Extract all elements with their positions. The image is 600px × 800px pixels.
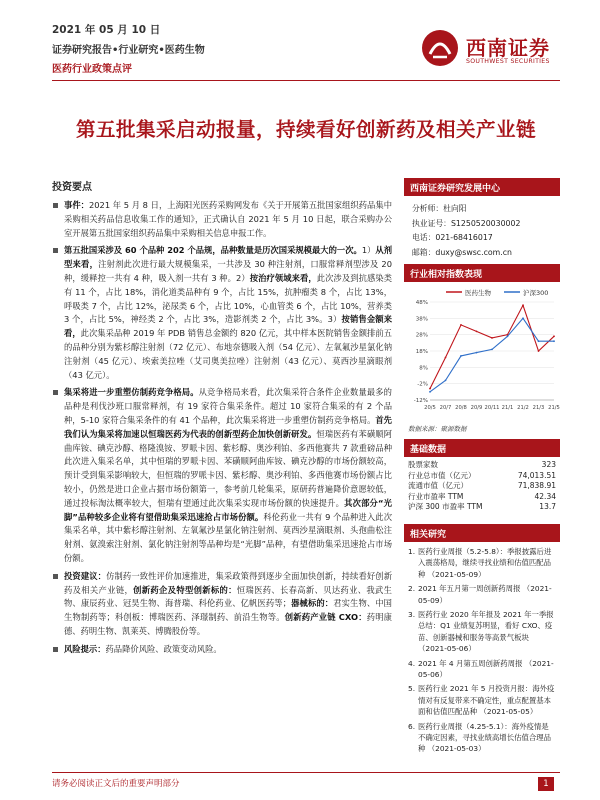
y-tick-label: 28% <box>415 332 428 339</box>
stat-value: 74,013.51 <box>517 470 556 480</box>
perf-chart-svg <box>404 282 560 422</box>
comp-lead: 集采将进一步重塑仿制药竞争格局。 <box>64 387 199 398</box>
x-tick-label: 20/11 <box>484 405 500 411</box>
related-num: 3. <box>408 610 416 619</box>
data-point <box>476 331 478 333</box>
event-text: 2021 年 5 月 8 日，上海阳光医药采购网发布《关于开展第五批国家组织药品集中采购相关药品信息收集工作的通知》，正式确认自 2021 年 5 月 10 日起，联合采购办公室开展第五批国家组织药品集中采购相关信息申报工作。 <box>64 200 392 238</box>
summary-column <box>52 178 392 661</box>
y-tick-label: 48% <box>415 300 428 306</box>
comp-t2: 恒瑞医药有苯磺顺阿曲库铵、碘克沙醇、格隆溴铵、罗哌卡因、紫杉醇、奥沙利铂、多西他赛共 7 款重磅品种此次进入集采名单，其中恒瑞的罗哌卡因、苯磺顺阿曲库铵、碘克沙醇的市场份额较高，预计受到集采影响较大，但恒瑞的罗哌卡因、紫杉醇、奥沙利铂、多西他赛市场份额占比较小，仍然是进口企业占据市场份额第一，参考前几轮集采，原研药普遍降价意愿较低，通过投标淘汰概率较大，恒瑞有望通过此次集采实现市场份额的快速提升。 <box>64 428 392 508</box>
related-item[interactable] <box>408 583 556 606</box>
header-divider <box>52 80 560 81</box>
perf-box-title: 行业相对指数表现 <box>404 264 560 282</box>
stat-label: 流通市值（亿元） <box>408 481 468 491</box>
data-point <box>553 340 555 342</box>
x-tick-label: 20/8 <box>455 405 467 411</box>
analyst-box-title: 西南证券研究发展中心 <box>404 178 560 196</box>
series-line-csi300 <box>430 318 554 392</box>
data-point <box>429 391 431 393</box>
advice-t1: 仿制药一致性评价加速推进，集采政策得到逐步全面加快创新，持续看好创新药及相关产业链， <box>64 570 392 595</box>
stat-value: 323 <box>541 460 556 469</box>
advice-h1: 创新药企及特型创新标的： <box>133 584 237 595</box>
company-logo <box>420 28 560 78</box>
related-text: 医药行业 2020 年年报及 2021 年一季报总结：Q1 业绩复苏明显，看好 CXO、疫苗、创新器械和服务等高景气板块 （2021-05-06） <box>418 610 554 654</box>
risk-text: 药品降价风险、政策变动风险。 <box>105 643 222 654</box>
stat-label: 沪深 300 市盈率 TTM <box>408 502 483 512</box>
related-text: 医药行业 2021 年 5 月投资月报：海外疫情对有反复带来不确定性，重点配置基本面和估值匹配品种 （2021-05-05） <box>418 684 555 717</box>
data-point <box>445 380 447 382</box>
perf-chart <box>404 282 560 422</box>
scope-p1: 1） <box>361 245 376 256</box>
report-subtype: 医药行业政策点评 <box>52 64 132 75</box>
x-tick-label: 21/3 <box>532 405 545 411</box>
basic-stats <box>404 457 560 516</box>
related-text: 2021 年五月第一周创新药周报 （2021-05-09） <box>418 584 552 605</box>
x-tick-label: 21/1 <box>501 405 514 411</box>
data-point <box>553 335 555 337</box>
stat-label: 股票家数 <box>408 460 438 469</box>
page-number: 1 <box>538 777 554 791</box>
x-tick-label: 20/9 <box>470 405 483 411</box>
y-tick-label: -12% <box>413 398 428 404</box>
advice-t3: 君实生物、中国生物制药等；科创板：博瑞医药、泽璟制药、前沿生物等。 <box>64 598 392 623</box>
stat-row <box>408 460 556 471</box>
summary-competition <box>52 386 392 565</box>
advice-h2: 器械标的： <box>291 598 334 609</box>
related-box-title: 相关研究 <box>404 524 560 542</box>
report-title: 第五批集采启动报量，持续看好创新药及相关产业链 <box>75 118 536 141</box>
advice-t2: 恒瑞医药、长春高新、贝达药业、我武生物、康辰药业、冠昊生物、海普瑞、科伦药业、亿帆医药等； <box>64 584 392 609</box>
data-point <box>476 352 478 354</box>
data-point <box>522 317 524 319</box>
data-point <box>460 355 462 357</box>
basic-box-title: 基础数据 <box>404 439 560 457</box>
related-text: 医药行业周报（5.2-5.8）：季报披露后进入震荡格局，继续寻找业绩和估值匹配品种 （2021-05-09） <box>418 546 552 579</box>
related-num: 5. <box>408 684 416 694</box>
data-point <box>538 340 540 342</box>
event-lead: 事件： <box>64 200 89 210</box>
related-text: 2021 年 4 月第五周创新药周报 （2021-05-06） <box>418 658 554 680</box>
x-tick-label: 21/5 <box>548 405 560 411</box>
advice-t4: 药明康德、药明生物、凯莱英、博腾股份等。 <box>64 612 392 636</box>
stat-row <box>408 502 556 513</box>
risk-lead: 风险提示： <box>64 643 106 654</box>
comp-h2: 其次部分“光脚”品种较多企业将有望借助集采迅速抢占市场份额。 <box>64 497 392 522</box>
stat-row <box>408 481 556 492</box>
analyst-license: 执业证号：S1250520030002 <box>412 218 521 228</box>
x-tick-label: 21/2 <box>517 405 529 411</box>
data-point <box>538 350 540 352</box>
report-date: 2021 年 05 月 10 日 <box>52 24 161 36</box>
x-tick-label: 20/7 <box>439 405 452 411</box>
data-point <box>445 357 447 359</box>
related-item[interactable] <box>408 721 556 755</box>
scope-lead: 第五批国采涉及 60 个品种 202 个品规，品种数量是历次国采规模最大的一次。 <box>64 245 362 256</box>
report-type: 证券研究报告•行业研究•医药生物 <box>52 45 205 56</box>
scope-t2: 此次涉及到抗感染类有 11 个，占比 18%，消化道类品种有 9 个，占比 15%，抗肿瘤类 8 个，占比 13%，呼吸类 7 个，占比 12%，泌尿类 6 个，占比 10%，心血管类 6 个，占比 10%，营养类 3 个，占比 5%，神经类 2 个，占比 3%，造影剂类 2 个，占比 3%。3） <box>64 272 392 325</box>
logo-mark-icon <box>420 28 460 68</box>
summary-scope <box>52 244 392 382</box>
related-item[interactable] <box>408 546 556 580</box>
data-point <box>491 348 493 350</box>
summary-label: 投资要点 <box>52 182 92 193</box>
stat-label: 行业总市值（亿元） <box>408 470 476 480</box>
summary-risk <box>52 643 392 657</box>
scope-t3: 此次集采品种 2019 年 PDB 销售总金额约 820 亿元，其中样本医院销售金额排前五的品种分别为紫杉醇注射剂（72 亿元）、布地奈德吸入剂（54 亿元）、左氧氟沙星氯化钠注射剂（45 亿元）、埃索美拉唑（艾司奥美拉唑）注射剂（43 亿元）、莫西沙星滴眼剂（43 亿元）。 <box>64 328 392 380</box>
scope-h3: 按销售金额来看， <box>64 314 392 339</box>
chart-source: 数据来源：聚源数据 <box>408 425 467 433</box>
summary-event <box>52 199 392 240</box>
footer-divider <box>52 772 560 773</box>
y-tick-label: -2% <box>417 381 428 388</box>
logo-english: SOUTHWEST SECURITIES <box>466 58 550 65</box>
scope-h1: 从剂型来看， <box>64 245 393 270</box>
scope-t1: 注射剂此次进行最大规模集采，一共涉及 30 种注射剂，口服常释剂型涉及 20 种，缓释控一共有 4 种，吸入剂一共有 3 种。2） <box>64 259 392 283</box>
analyst-email[interactable]: 邮箱：duxy@swsc.com.cn <box>412 247 512 257</box>
y-tick-label: 18% <box>415 349 428 355</box>
analyst-phone: 电话：021-68416017 <box>412 233 493 242</box>
sidebar-column <box>404 178 560 758</box>
related-text: 医药行业周报（4.25-5.1）：海外疫情是不确定因素，寻找业绩高增长估值合理品种 （2021-05-03） <box>418 721 552 754</box>
related-item[interactable] <box>408 683 556 717</box>
data-point <box>507 335 509 337</box>
stat-row <box>408 492 556 503</box>
data-point <box>522 304 524 306</box>
related-list <box>404 542 560 755</box>
summary-advice <box>52 570 392 639</box>
related-num: 6. <box>408 721 416 731</box>
analyst-info <box>404 196 560 264</box>
stat-value: 13.7 <box>539 502 556 512</box>
comp-h1: 首先我们认为集采将加速以恒瑞医药为代表的创新型药企加快创新研发。 <box>64 414 392 439</box>
scope-h2: 按治疗领域来看， <box>249 272 317 283</box>
advice-h3: 创新药产业链 CXO： <box>284 612 367 623</box>
related-num: 1. <box>408 546 416 556</box>
logo-chinese: 西南证券 <box>466 36 550 60</box>
stat-label: 行业市盈率 TTM <box>408 491 464 501</box>
advice-lead: 投资建议： <box>64 570 107 581</box>
related-num: 2. <box>408 584 416 594</box>
stat-value: 71,838.91 <box>517 481 556 491</box>
related-num: 4. <box>408 658 416 668</box>
stat-value: 42.34 <box>534 491 556 501</box>
related-item[interactable] <box>408 609 556 655</box>
legend-label-b: 沪深300 <box>523 289 549 297</box>
comp-t3: 科伦药业一共有 9 个品种进入此次集采名单，其中紫杉醇注射剂、左氧氟沙星氯化钠注射剂、莫西沙星滴眼剂、头孢曲松注射剂、氨溴索注射剂、氯化钠注射剂等品种均是“光脚”品种，有望借助集采迅速抢占市场份额。 <box>64 511 392 563</box>
y-tick-label: 38% <box>415 316 428 323</box>
footer-disclaimer: 请务必阅读正文后的重要声明部分 <box>52 779 180 789</box>
stat-row <box>408 471 556 482</box>
x-tick-label: 20/5 <box>424 405 436 411</box>
related-item[interactable] <box>408 658 556 681</box>
y-tick-label: 8% <box>419 365 428 372</box>
data-point <box>460 324 462 326</box>
legend-label-a: 医药生物 <box>465 289 491 297</box>
comp-t1: 从竞争格局来看，此次集采符合条件企业数量最多的品种是利伐沙班口服常释剂，有 19 家符合集采条件。超过 10 家符合集采的有 2 个品种，5-10 家符合集采条件的有 41 个品种，此次集采将进一步重塑仿制药竞争格局。 <box>64 387 392 425</box>
data-point <box>429 388 431 390</box>
data-point <box>491 337 493 339</box>
analyst-name: 分析师：杜向阳 <box>412 204 467 213</box>
